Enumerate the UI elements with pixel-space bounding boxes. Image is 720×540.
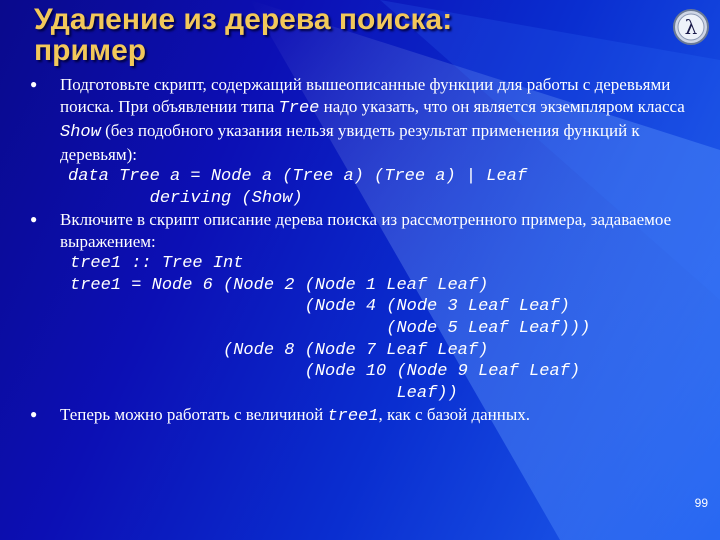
slide-title xyxy=(34,4,654,66)
title-line-2: пример xyxy=(34,34,147,67)
bullet-3-text-b: , как с базой данных. xyxy=(378,405,531,425)
code-line: (Node 10 (Node 9 Leaf Leaf) xyxy=(70,362,581,382)
bullet-1-text-c: (без подобного указания нельзя увидеть результат применения функций к деревьям): xyxy=(60,121,640,164)
code-block-tree1 xyxy=(70,253,702,404)
bullet-item-2 xyxy=(30,209,702,404)
page-number: 99 xyxy=(694,496,708,510)
code-line: (Node 4 (Node 3 Leaf Leaf) xyxy=(70,297,570,317)
bullet-dot-icon: ● xyxy=(30,77,38,91)
bullet-2-text: Включите в скрипт описание дерева поиска из рассмотренного примера, задаваемое выражением: xyxy=(60,210,672,252)
bullet-1-text-b: надо указать, что он является экземпляром класса xyxy=(319,97,685,116)
code-block-data-decl xyxy=(68,166,702,209)
code-line: (Node 8 (Node 7 Leaf Leaf) xyxy=(70,340,489,360)
title-line-1: Удаление из дерева поиска: xyxy=(34,3,453,36)
bullet-1-text-a: Подготовьте скрипт, содержащий вышеописанные функции для работы с деревьями поиска. При объявлении типа xyxy=(60,75,671,116)
lambda-logo-icon xyxy=(672,8,710,46)
bullet-3-text-a: Теперь можно работать с величиной xyxy=(60,405,328,425)
code-line: tree1 = Node 6 (Node 2 (Node 1 Leaf Leaf) xyxy=(70,275,489,295)
code-line: tree1 :: Tree Int xyxy=(70,254,244,274)
code-tree1: tree1 xyxy=(327,407,379,427)
code-line: deriving (Show) xyxy=(68,188,303,208)
code-tree: Tree xyxy=(278,99,320,118)
bullet-dot-icon: ● xyxy=(30,407,38,422)
bullet-item-3 xyxy=(30,404,702,428)
code-line: Leaf)) xyxy=(70,383,458,403)
code-line: (Node 5 Leaf Leaf))) xyxy=(70,318,591,338)
logo-lambda: λ xyxy=(684,15,698,39)
code-line: data Tree a = Node a (Tree a) (Tree a) | Leaf xyxy=(68,167,528,186)
bullet-3-text xyxy=(60,404,702,428)
bullet-dot-icon: ● xyxy=(30,212,38,227)
bullet-item-1 xyxy=(30,74,702,209)
bullet-1-text xyxy=(60,74,702,166)
code-show: Show xyxy=(60,123,101,142)
bullet-list xyxy=(30,74,702,428)
